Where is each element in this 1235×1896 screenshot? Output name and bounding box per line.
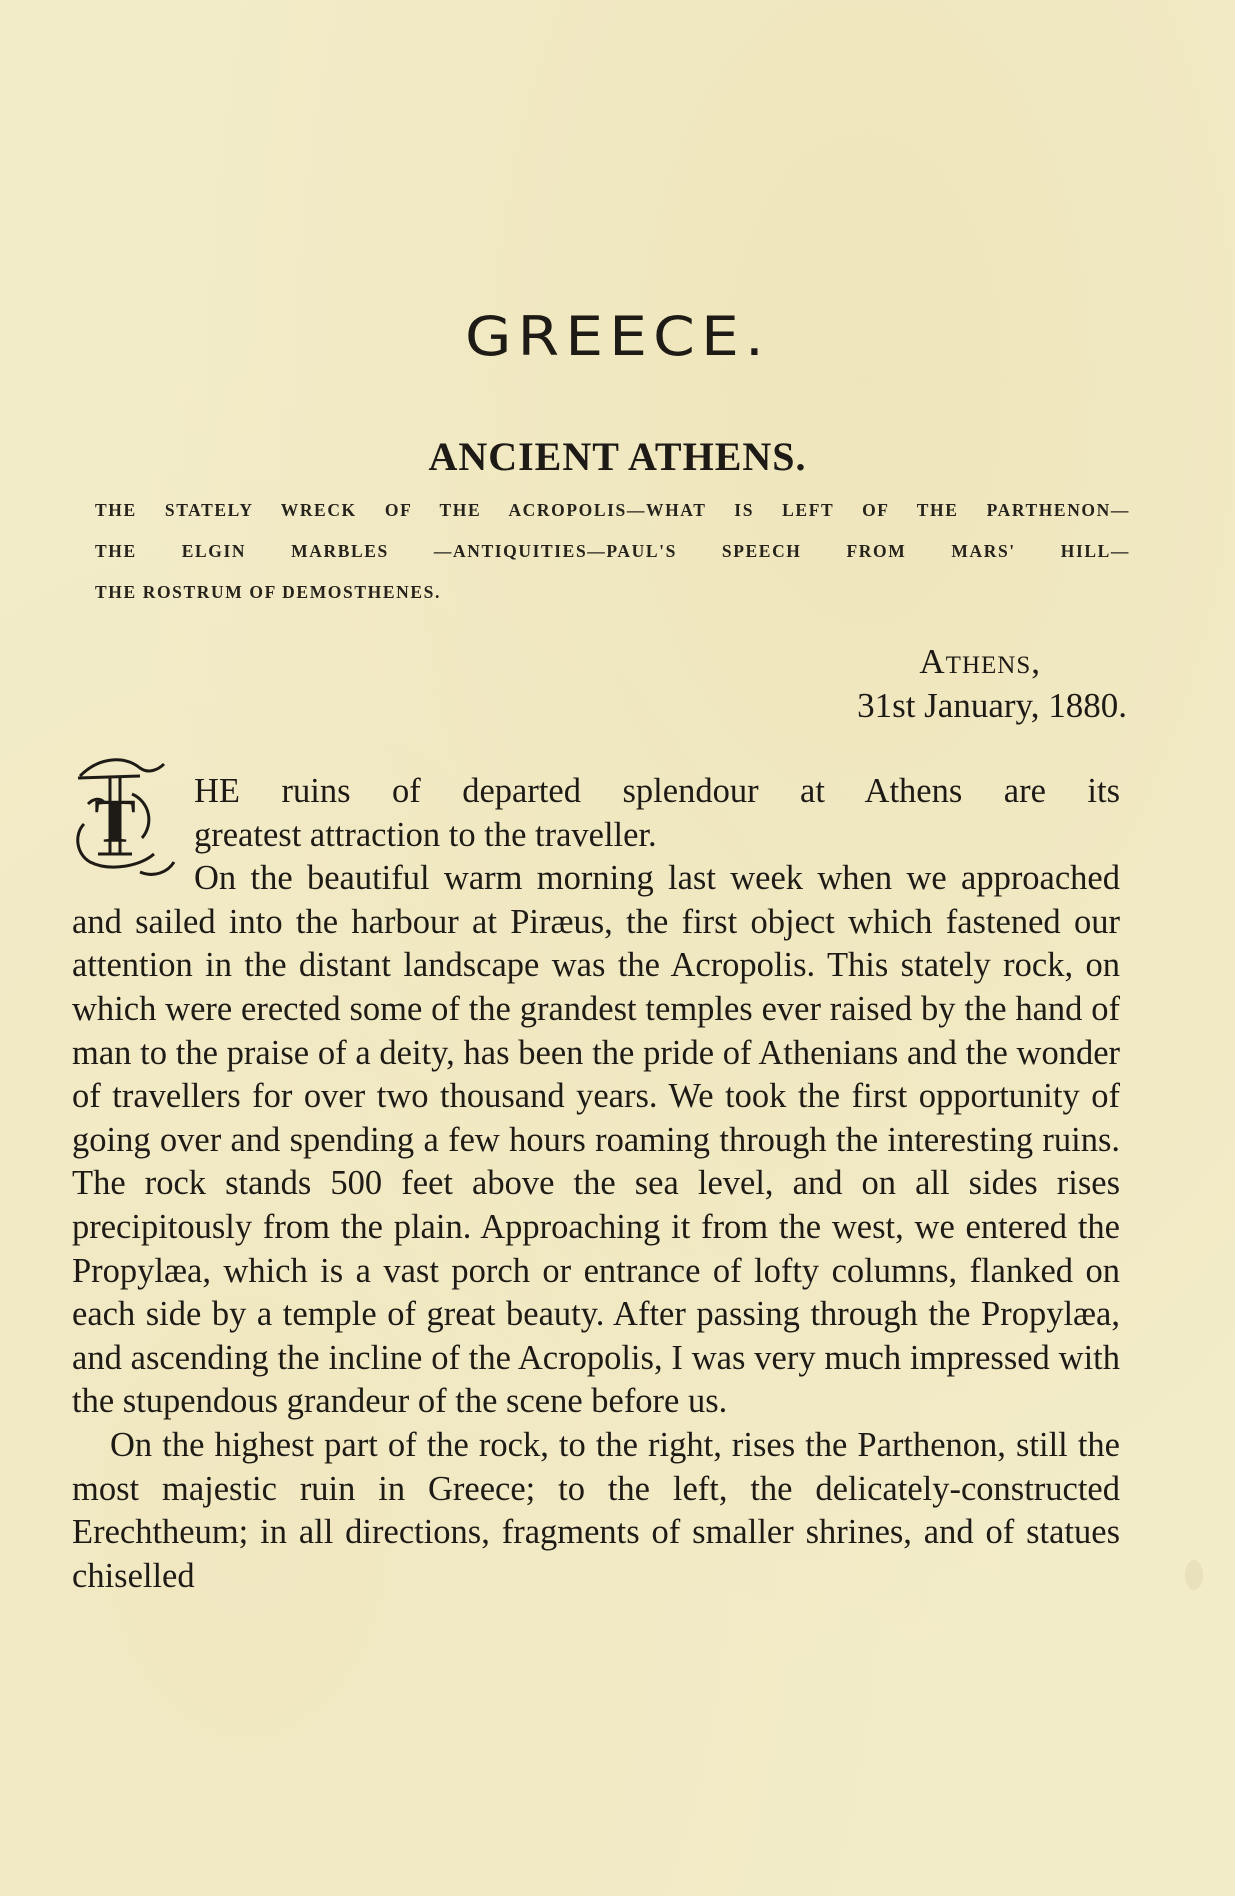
page-smudge <box>1185 1560 1203 1590</box>
synopsis-line: THE ELGIN MARBLES —ANTIQUITIES—PAUL'S SPEECH FROM MARS' HILL— <box>95 541 1130 561</box>
paragraph-2: On the highest part of the rock, to the right, rises the Parthenon, still the most majestic ruin in Greece; to the left, the delicately-constructed Erechtheum; in all directions, fragments of smaller shrines, and of statues chiselled <box>72 1425 1120 1595</box>
chapter-title: ANCIENT ATHENS. <box>428 434 807 480</box>
dropcap-letter: T <box>94 788 136 856</box>
synopsis-line: THE ROSTRUM OF DEMOSTHENES. <box>95 582 441 602</box>
dateline-date: 31st January, 1880. <box>857 686 1127 725</box>
dateline-place: Athens, <box>919 642 1041 681</box>
opening-lines <box>72 770 1120 857</box>
section-title: GREECE. <box>465 305 770 369</box>
opening-line: HE ruins of departed splendour at Athens are its <box>194 772 1120 810</box>
opening-line: greatest attraction to the traveller. <box>194 815 657 854</box>
body-text <box>72 770 1120 1598</box>
paragraph-1: On the beautiful warm morning last week when we approached and sailed into the harbour at Piræus, the first object which fastened our attention in the distant landscape was the Acropolis. This stately rock, on which were erected some of the grandest temples ever raised by the hand of man to the praise of a deity, has been the pride of Athenians and the wonder of travellers for over two thousand years. We took the first opportunity of going over and spending a few hours roaming through the interesting ruins. The rock stands 500 feet above the sea level, and on all sides rises precipitously from the plain. Approaching it from the west, we entered the Propylæa, which is a vast porch or entrance of lofty columns, flanked on each side by a temple of great beauty. After passing through the Propylæa, and ascending the incline of the Acropolis, I was very much impressed with the stupendous grandeur of the scene before us. <box>72 859 1120 1421</box>
chapter-synopsis <box>95 490 1130 613</box>
dateline <box>857 640 1127 728</box>
synopsis-line: THE STATELY WRECK OF THE ACROPOLIS—WHAT IS LEFT OF THE PARTHENON— <box>95 500 1130 520</box>
